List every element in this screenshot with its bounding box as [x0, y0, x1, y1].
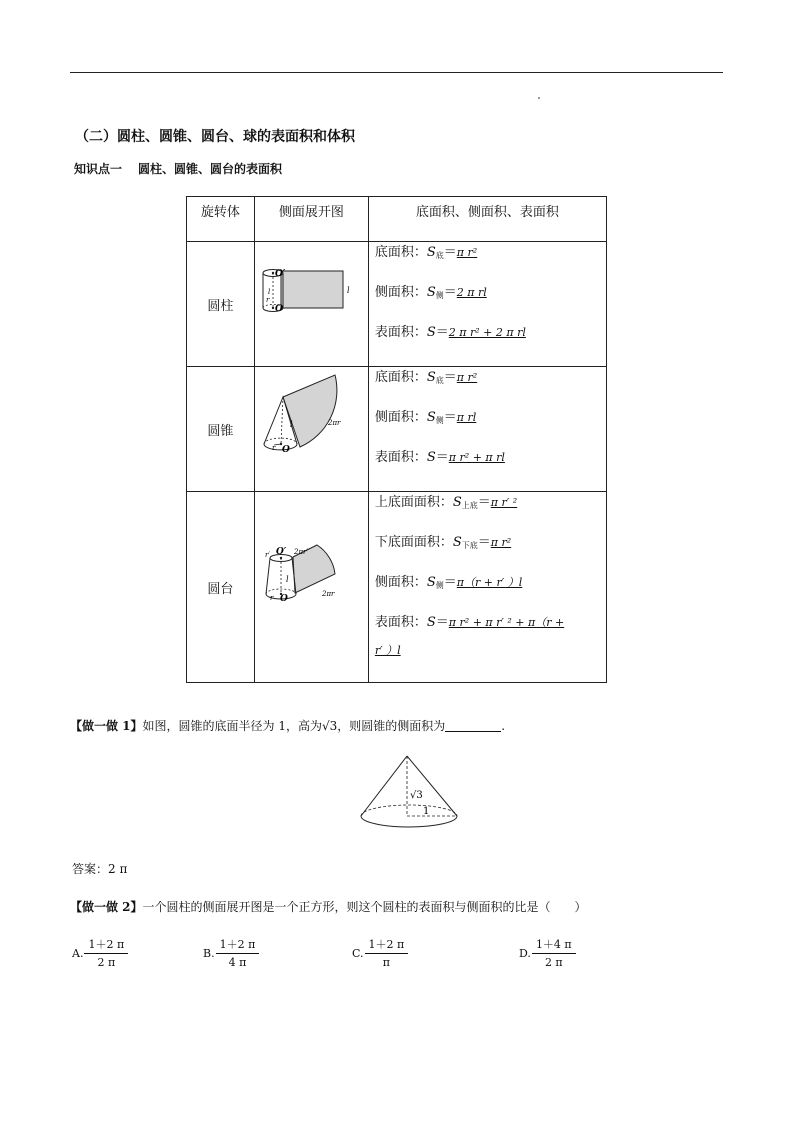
section-title: （二）圆柱、圆锥、圆台、球的表面积和体积	[75, 129, 355, 145]
label-2pir: 2πr	[327, 419, 341, 427]
table-row-cone	[187, 367, 607, 492]
answer-blank	[445, 721, 501, 732]
example-1-tag: 【做一做 1】	[70, 719, 143, 733]
label-o-prime: O′	[274, 269, 286, 279]
label-r-prime: r′	[264, 551, 270, 559]
solid-name: 圆台	[187, 492, 255, 683]
answer: 答案：2 π	[72, 862, 128, 876]
frustum-figure-cell	[254, 492, 368, 683]
label-sqrt3: √3	[410, 790, 423, 801]
example-1-text: 如图，圆锥的底面半径为 1，高为	[142, 719, 322, 733]
cylinder-figure-cell	[254, 242, 368, 367]
formula-line: r′ ）l	[374, 644, 401, 657]
formula-table	[186, 196, 607, 683]
fraction: $\frac{1+2 \pi}{4 \pi}$	[216, 938, 260, 969]
option-b[interactable]: B. $\frac{1+2 \pi}{4 \pi}$	[203, 938, 259, 969]
formula-line: 底面积：$S_底=\pi$ r²	[374, 245, 478, 260]
header-solid: 旋转体	[187, 197, 255, 242]
formula-line: 侧面积：$S_侧=\pi(r + r'$ ）l	[374, 575, 523, 590]
example-2-text: 一个圆柱的侧面展开图是一个正方形，则这个圆柱的表面积与侧面积的比是（ ）	[142, 900, 587, 914]
example-2	[70, 898, 587, 915]
fraction: $\frac{1+2 \pi}{2 \pi}$	[84, 938, 128, 969]
label-o: O	[279, 594, 288, 604]
example-1: 【做一做 1】如图，圆锥的底面半径为 1，高为√3，则圆锥的侧面积为 .	[70, 719, 506, 733]
cone-net-figure	[255, 367, 368, 487]
header-net: 侧面展开图	[254, 197, 368, 242]
option-a[interactable]: A. $\frac{1+2 \pi}{2 \pi}$	[72, 938, 128, 969]
table-header-row	[187, 197, 607, 242]
formula-line: 表面积：S＝π r² + π rl	[374, 450, 505, 465]
label-r: r	[269, 594, 274, 602]
formula-line: 表面积：S＝π r² + π r′ ² + π（r +	[374, 615, 565, 630]
label-l: l	[285, 575, 289, 584]
formula-line: 表面积：S＝2 π r² + 2 π rl	[374, 325, 526, 340]
label-l-left: l	[267, 288, 271, 296]
formula-line: 底面积：$S_底=\pi$ r²	[374, 370, 478, 385]
frustum-formulas	[368, 492, 606, 683]
example-cone-figure	[356, 753, 466, 835]
option-c[interactable]: C. $\frac{1+2 \pi}{\pi}$	[352, 938, 408, 969]
label-2pir: 2πr	[321, 590, 335, 598]
example-2-tag: 【做一做 2】	[70, 900, 143, 914]
label-r: r	[265, 296, 270, 304]
label-r: r	[271, 444, 276, 452]
formula-line: 侧面积：$S_侧=2$ π rl	[374, 285, 487, 300]
label-l-right: l	[346, 286, 350, 295]
fraction: $\frac{1+2 \pi}{\pi}$	[365, 938, 409, 969]
header-dot	[538, 97, 540, 99]
table-row-frustum	[187, 492, 607, 683]
label-2pir-prime: 2πr′	[293, 548, 308, 556]
kp-title: 圆柱、圆锥、圆台的表面积	[138, 162, 283, 176]
formula-line: 上底面面积：$S_{上底}=\pi$ r′ ²	[374, 495, 518, 510]
label-1: 1	[423, 806, 430, 817]
example-1-sqrt: √3	[321, 719, 338, 733]
knowledge-point	[74, 160, 282, 177]
label-l: l	[289, 420, 293, 429]
solid-name: 圆锥	[187, 367, 255, 492]
cylinder-formulas	[368, 242, 606, 367]
cone-figure-cell	[254, 367, 368, 492]
label-o-prime: O′	[275, 547, 287, 557]
kp-label: 知识点一	[74, 162, 123, 176]
option-d[interactable]: D. $\frac{1+4 \pi}{2 \pi}$	[519, 938, 576, 969]
solid-name: 圆柱	[187, 242, 255, 367]
table-row-cylinder	[187, 242, 607, 367]
label-o: O	[281, 445, 290, 455]
label-o: O	[274, 304, 283, 314]
frustum-net-figure	[255, 492, 368, 678]
formula-line: 侧面积：$S_侧=\pi$ rl	[374, 410, 477, 425]
formula-line: 下底面面积：$S_{下底}=\pi$ r²	[374, 535, 512, 550]
cone-formulas	[368, 367, 606, 492]
fraction: $\frac{1+4 \pi}{2 \pi}$	[532, 938, 576, 969]
header-rule	[70, 72, 723, 73]
header-formulas: 底面积、侧面积、表面积	[368, 197, 606, 242]
cylinder-net-figure	[255, 242, 368, 362]
